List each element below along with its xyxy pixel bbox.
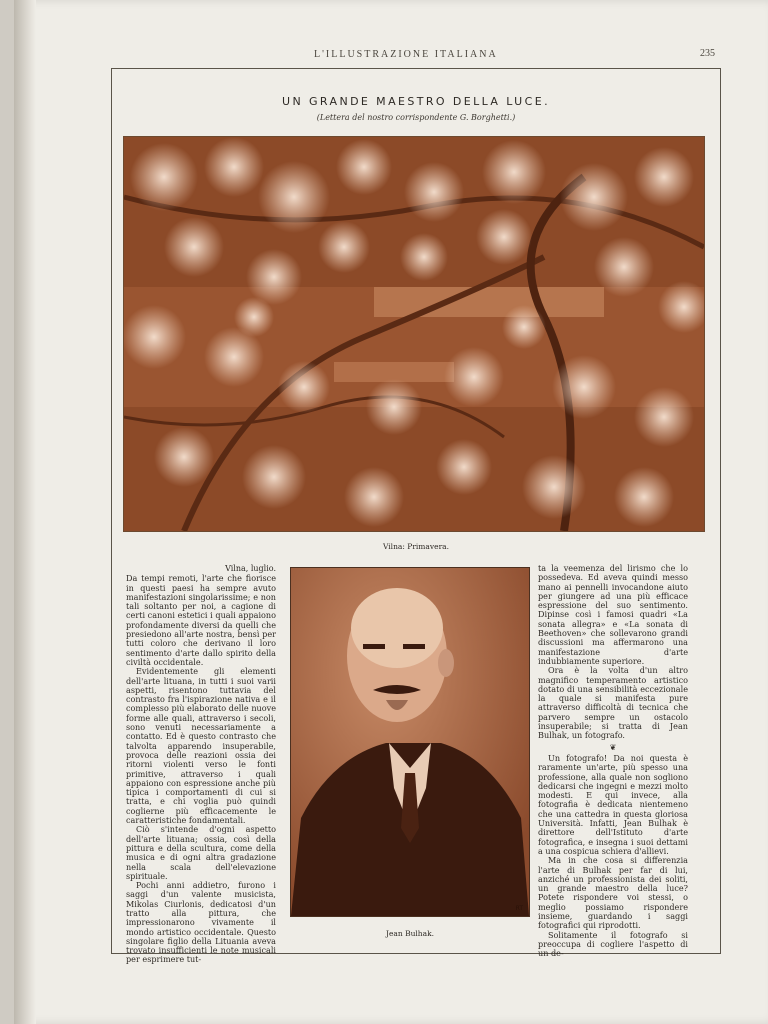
magazine-page [14,0,768,1024]
paragraph: ta la veemenza del lirismo che lo possedeva. Ed aveva quindi messo mano ai pennelli invocandone aiuto per giungere ad una più efficace espressione del suo sentimento. Dipinse così i famosi quadri «La sonata allegra» e «La sonata di Beethoven» che sollevarono grandi discussioni ma affermarono una manifestazione d'arte indubbiamente superiore. [538,563,688,666]
text-column-right [538,564,688,958]
blossom-photograph [123,136,705,532]
paragraph: Un fotografo! Da noi questa è raramente un'arte, più spesso una professione, alla quale non sogliono dedicarsi che ingegni e mezzi molto modesti. E qui invece, alla fotografia è dedicata nientemeno che una cattedra in questa gloriosa Università. Infatti, Jean Bulhak è direttore dell'Istituto d'arte fotografica, e insegna i suoi dettami a una cospicua schiera d'allievi. [538,752,688,856]
photo-caption-spring: Vilna: Primavera. [382,542,450,551]
portrait-photograph [290,567,530,917]
running-title: L'ILLUSTRAZIONE ITALIANA [314,49,498,60]
photographer-monogram: RT [515,905,523,912]
page-fold-shadow [14,0,36,1024]
paragraph: Solitamente il fotografo si preoccupa di cogliere l'aspetto di un de- [538,929,688,959]
paragraph: Ora è la volta d'un altro magnifico temperamento artistico dotato di una sensibilità eccezionale la quale si manifesta pure attraverso difficoltà di tecnica che parvero sempre un ostacolo insuperabile; si tratta di Jean Bulhak, un fotografo. [538,665,688,741]
portrait-image [291,568,529,916]
section-ornament-icon: ❦ [609,742,617,752]
paragraph: Ma in che cosa si differenzia l'arte di Bulhak per far di lui, anziché un professionista dei soliti, un grande maestro della luce? Potete rispondere voi stessi, o meglio possiamo rispondere insieme, guardando i saggi fotografici qui riprodotti. [538,855,688,931]
article-title: UN GRANDE MAESTRO DELLA LUCE. [282,95,550,108]
paragraph: Da tempi remoti, l'arte che fiorisce in questi paesi ha sempre avuto manifestazioni singolarissime; e non tali soltanto per noi, a cagione di certi canoni estetici i quali appaiono profondamente diversi da quelli che presiedono all'arte nostra, bensì per tutti coloro che derivano il loro sentimento d'arte dallo spirito della civiltà occidentale. [126,573,276,667]
text-column-left [126,564,276,965]
page-number: 235 [700,48,715,59]
article-frame [111,68,721,965]
paragraph: Pochi anni addietro, furono i saggi d'un valente musicista, Mikolas Ciurlonis, dedicatosi d'un tratto alla pittura, che impressionarono vivamente il mondo artistico occidentale. Questo singolare figlio della Lituania aveva trovato insufficienti le note musicali per esprimere tut- [126,880,276,965]
photo-caption-portrait: Jean Bulhak. [385,929,435,938]
paragraph: Evidentemente gli elementi dell'arte lituana, in tutti i suoi varii aspetti, risentono tuttavia del contrasto fra l'ispirazione nativa e il complesso più elaborato delle nuove forme alle quali, attraverso i secoli, sono venuti necessariamente a contatto. Ed è questo contrasto che talvolta apparendo insuperabile, provoca delle reazioni ossia dei ritorni violenti verso le fonti primitive, attraverso i quali appaiono con espressione anche più tipica i comportamenti di cui si tratta, e chi voglia può quindi coglierne più efficacemente le caratteristiche fondamentali. [126,666,276,826]
paragraph: Ciò s'intende d'ogni aspetto dell'arte lituana; ossia, così della pittura e della scultura, come della musica e di ogni altra gradazione nella scala dell'elevazione spirituale. [126,824,276,881]
article-subtitle: (Lettera del nostro corrispondente G. Borghetti.) [316,113,516,122]
blossom-photo-image [124,137,704,531]
dateline: Vilna, luglio. [225,564,276,573]
